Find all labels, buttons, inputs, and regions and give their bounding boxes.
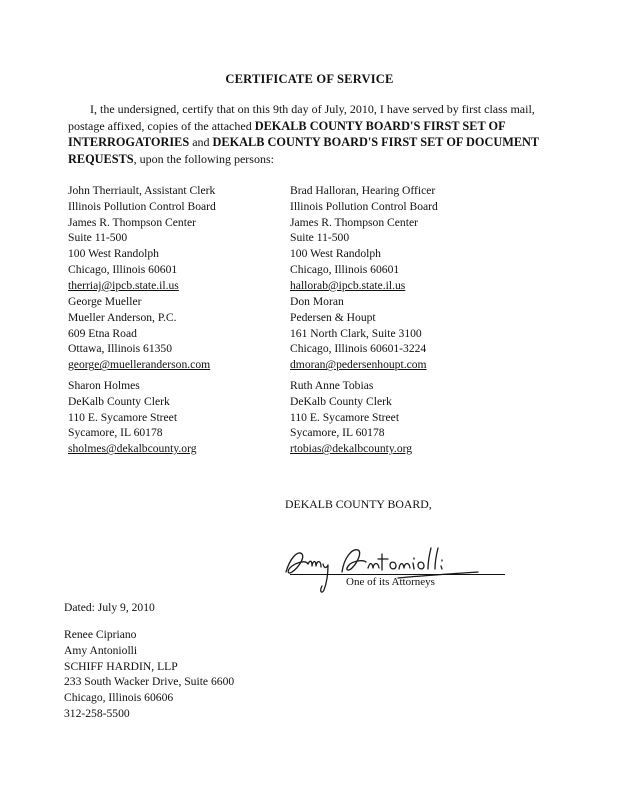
address-line: DeKalb County Clerk — [68, 394, 170, 408]
recipient-tobias — [290, 378, 412, 457]
recipient-moran — [290, 294, 427, 373]
address-line: Illinois Pollution Control Board — [68, 199, 216, 213]
preparer-line: Chicago, Illinois 60606 — [64, 691, 174, 705]
recipient-mueller — [68, 294, 210, 373]
address-line: Pedersen & Houpt — [290, 310, 376, 324]
email-link[interactable]: therriaj@ipcb.state.il.us — [68, 278, 179, 292]
address-line: James R. Thompson Center — [290, 215, 418, 229]
address-line: Sycamore, IL 60178 — [290, 426, 385, 440]
preparer-line: SCHIFF HARDIN, LLP — [64, 659, 178, 673]
recipient-therriault — [68, 183, 216, 294]
address-line: Sycamore, IL 60178 — [68, 426, 163, 440]
address-line: Mueller Anderson, P.C. — [68, 310, 177, 324]
email-link[interactable]: dmoran@pedersenhoupt.com — [290, 358, 427, 372]
signing-organization: DEKALB COUNTY BOARD, — [285, 497, 432, 511]
address-line: Sharon Holmes — [68, 379, 140, 392]
preparer-line: Renee Cipriano — [64, 628, 137, 641]
email-link[interactable]: george@muelleranderson.com — [68, 358, 211, 372]
document-title: CERTIFICATE OF SERVICE — [225, 72, 394, 86]
address-line: 100 West Randolph — [68, 247, 159, 261]
address-line: DeKalb County Clerk — [290, 394, 392, 408]
address-line: John Therriault, Assistant Clerk — [68, 184, 216, 197]
signature-line — [290, 574, 505, 575]
address-line: Chicago, Illinois 60601 — [290, 262, 400, 276]
preparer-line: 233 South Wacker Drive, Suite 6600 — [64, 675, 235, 689]
recipient-halloran — [290, 183, 438, 294]
preparer-line: Amy Antoniolli — [64, 643, 138, 657]
email-link[interactable]: hallorab@ipcb.state.il.us — [290, 278, 406, 292]
address-line: 161 North Clark, Suite 3100 — [290, 326, 422, 340]
email-link[interactable]: sholmes@dekalbcounty.org — [68, 442, 197, 456]
email-link[interactable]: rtobias@dekalbcounty.org — [290, 442, 413, 456]
intro-bold-document-requests: DEKALB COUNTY BOARD'S FIRST SET OF DOCUMENT REQUESTS — [68, 135, 539, 166]
address-line: 110 E. Sycamore Street — [68, 410, 178, 424]
intro-bold-interrogatories: DEKALB COUNTY BOARD'S FIRST SET OF INTERROGATORIES — [68, 118, 506, 149]
date-line: Dated: July 9, 2010 — [64, 601, 155, 614]
address-line: Don Moran — [290, 295, 344, 308]
intro-paragraph — [68, 101, 548, 167]
intro-text-2: and — [189, 135, 213, 149]
address-line: Brad Halloran, Hearing Officer — [290, 184, 436, 197]
address-line: Suite 11-500 — [290, 231, 350, 245]
address-line: 609 Etna Road — [68, 326, 137, 340]
recipient-holmes — [68, 378, 197, 457]
preparer-block — [64, 627, 234, 722]
address-line: James R. Thompson Center — [68, 215, 196, 229]
signature-caption: One of its Attorneys — [346, 576, 435, 588]
address-line: 110 E. Sycamore Street — [290, 410, 400, 424]
address-line: George Mueller — [68, 295, 142, 308]
address-line: Ruth Anne Tobias — [290, 379, 374, 392]
handwritten-signature — [278, 538, 508, 600]
address-line: 100 West Randolph — [290, 247, 381, 261]
intro-text-3: , upon the following persons: — [133, 151, 274, 166]
address-line: Chicago, Illinois 60601-3224 — [290, 342, 427, 356]
address-line: Suite 11-500 — [68, 231, 128, 245]
intro-text-1: I, the undersigned, certify that on this 9th day of July, 2010, I have served by first class mail, postage affixed, copies of the attached — [68, 102, 535, 133]
address-line: Ottawa, Illinois 61350 — [68, 342, 173, 356]
address-line: Chicago, Illinois 60601 — [68, 262, 178, 276]
address-line: Illinois Pollution Control Board — [290, 199, 438, 213]
preparer-line: 312-258-5500 — [64, 706, 130, 720]
